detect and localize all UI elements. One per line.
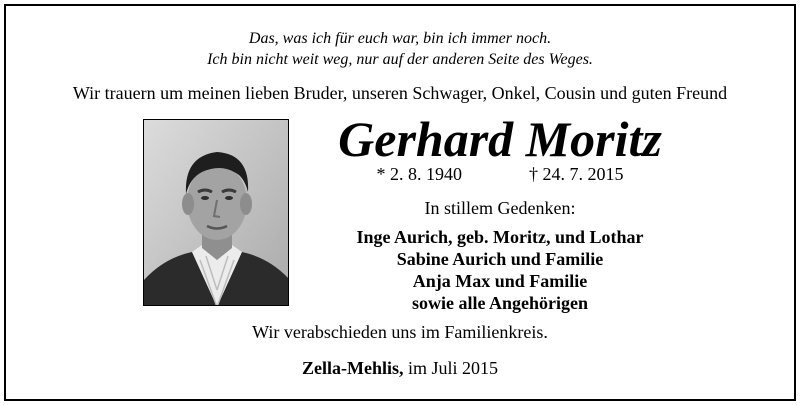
mourners-list [290, 226, 710, 314]
portrait-photo [143, 119, 289, 306]
life-dates [290, 164, 710, 185]
place-date-text: im Juli 2015 [407, 358, 498, 378]
farewell-text: Wir verabschieden uns im Familienkreis. [252, 322, 548, 342]
place-town: Zella-Mehlis, [301, 358, 404, 378]
poem-line-1: Das, was ich für euch war, bin ich immer noch. [248, 30, 552, 47]
intro-text: Wir trauern um meinen lieben Bruder, unseren Schwager, Onkel, Cousin und guten Freund [72, 83, 728, 103]
deceased-name: Gerhard Moritz [338, 111, 662, 167]
birth-date: * 2. 8. 1940 [376, 164, 462, 184]
portrait-image [144, 120, 289, 306]
death-date: † 24. 7. 2015 [529, 164, 624, 184]
poem-line-2: Ich bin nicht weit weg, nur auf der anderen Seite des Weges. [207, 51, 593, 68]
mourner-line: Inge Aurich, geb. Moritz, und Lothar [356, 227, 644, 247]
mourner-line: Anja Max und Familie [412, 271, 588, 291]
mourner-line: Sabine Aurich und Familie [396, 249, 604, 269]
memory-heading: In stillem Gedenken: [424, 198, 576, 218]
place-date [0, 358, 800, 379]
mourner-line: sowie alle Angehörigen [412, 293, 588, 313]
poem [0, 28, 800, 70]
